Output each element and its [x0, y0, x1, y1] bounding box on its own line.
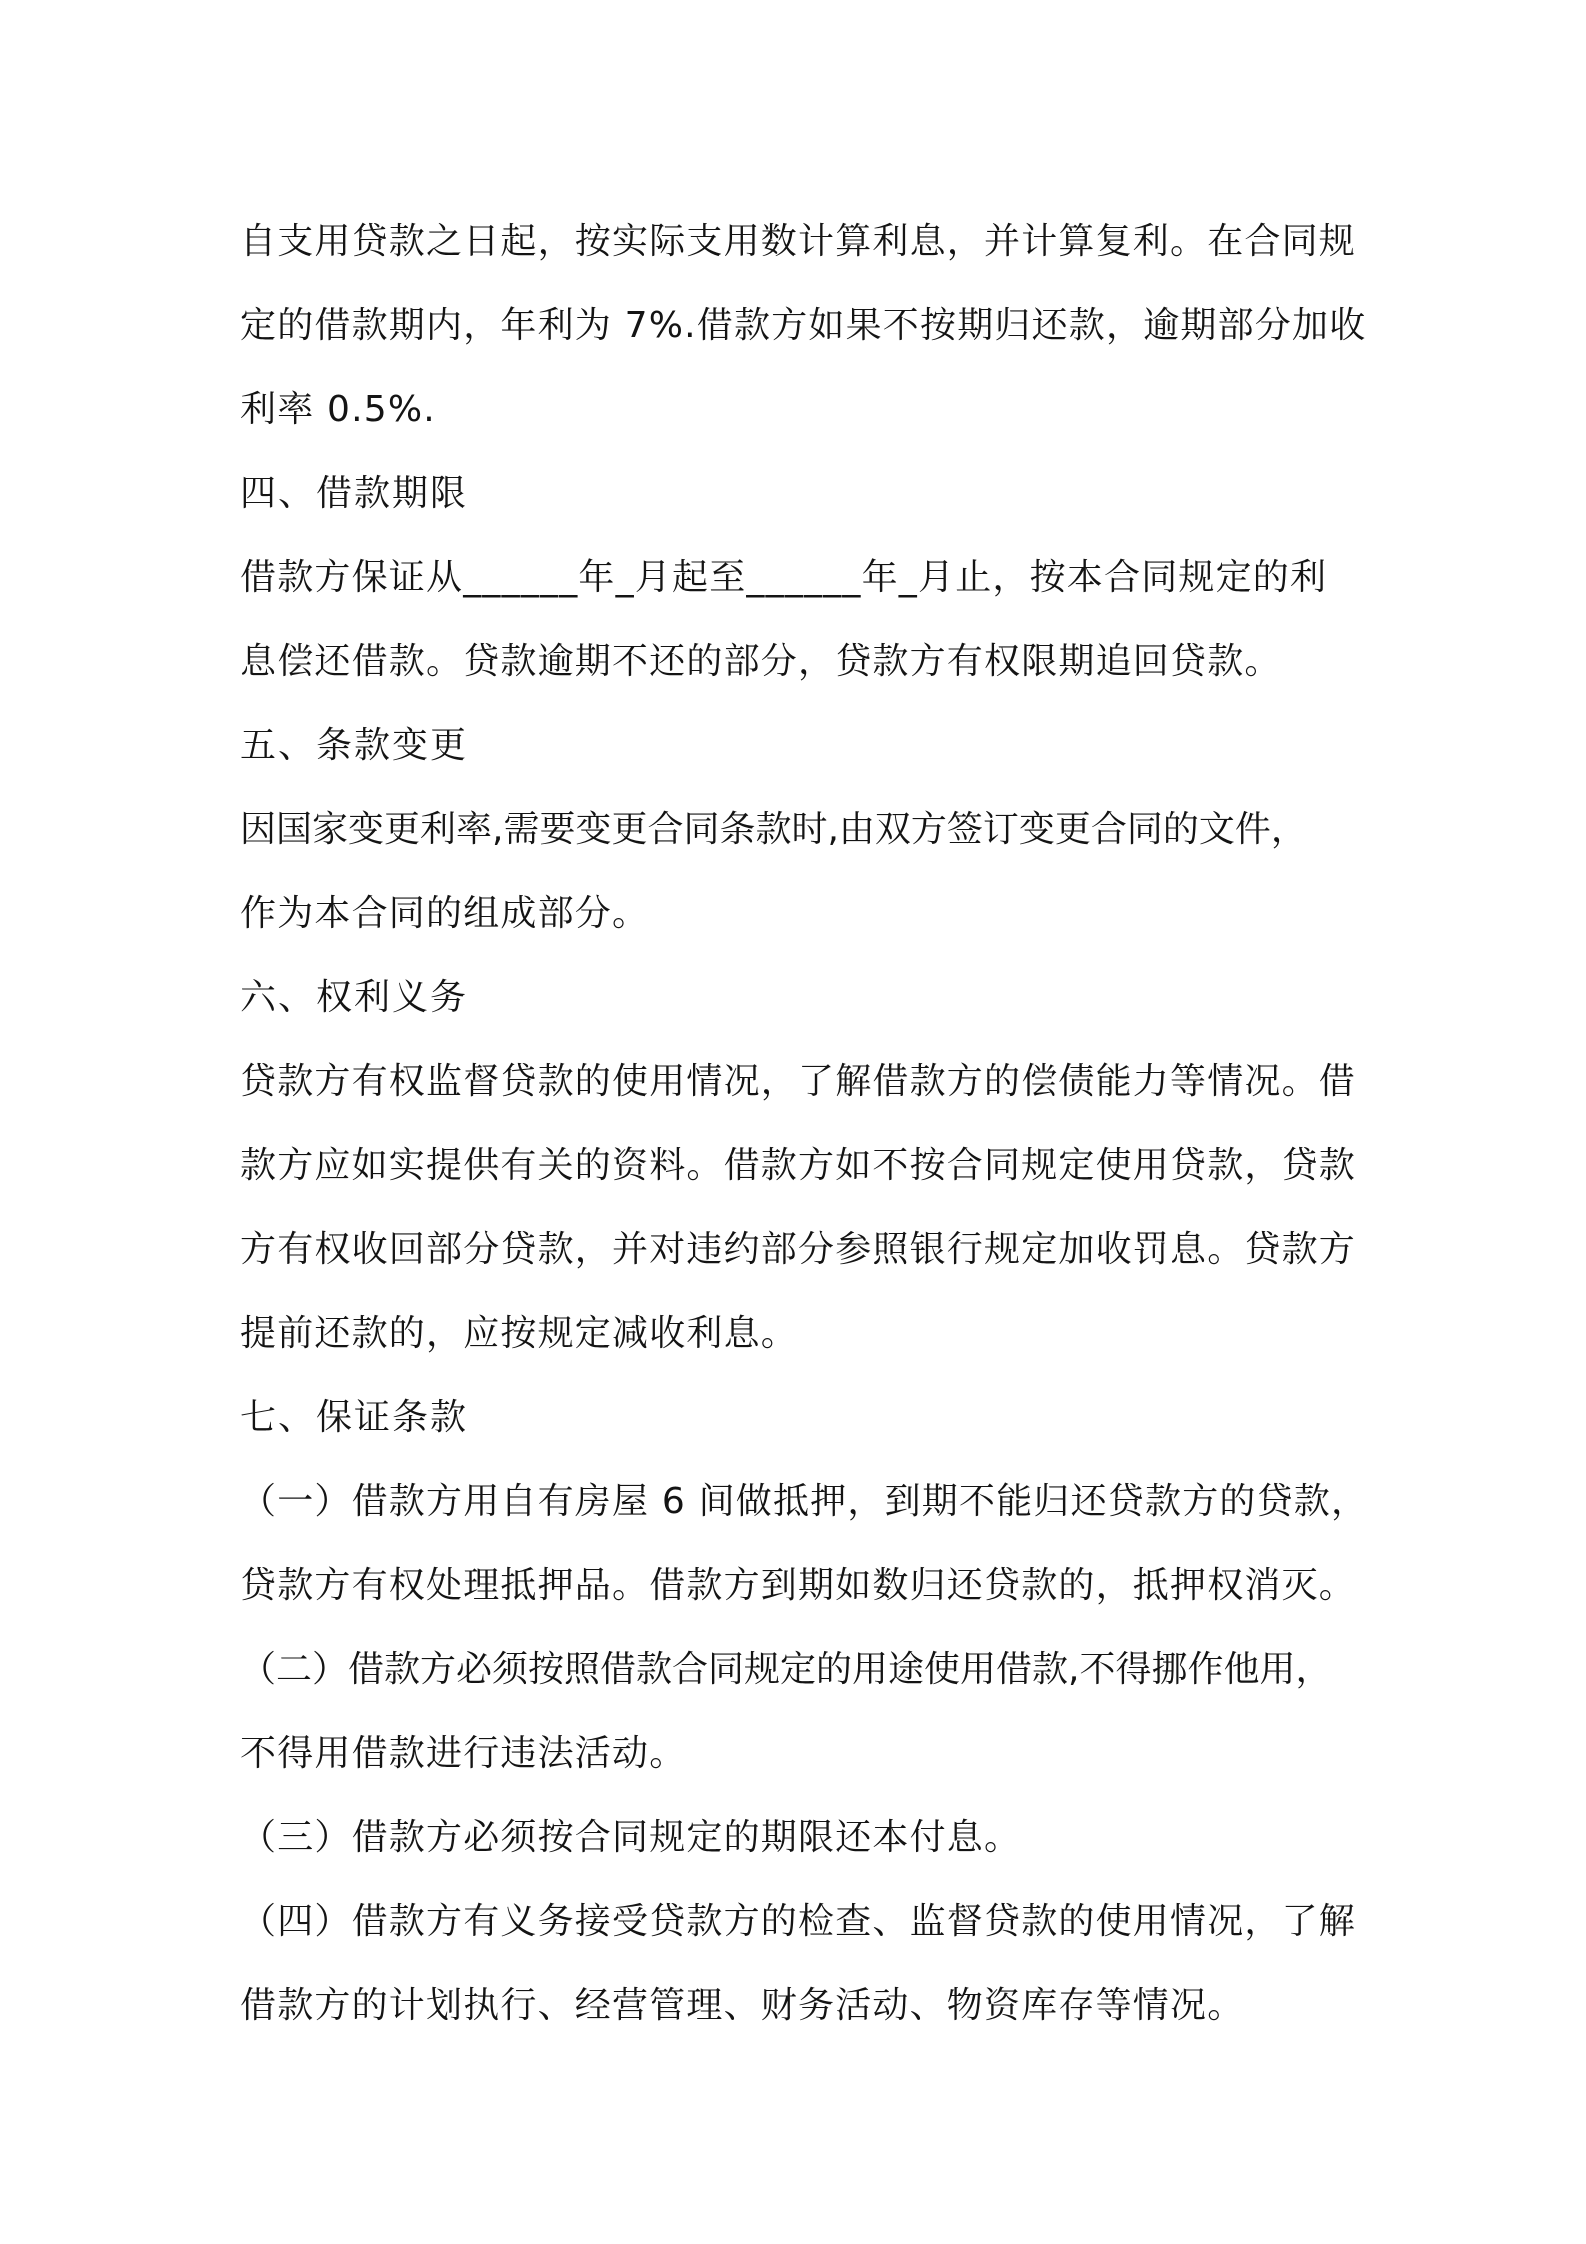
p6-line-1: 贷款方有权监督贷款的使用情况，了解借款方的偿债能力等情况。借	[240, 1061, 1357, 1102]
p7-item-1-line-2: 贷款方有权处理抵押品。借款方到期如数归还贷款的，抵押权消灭。	[240, 1565, 1357, 1606]
section-4-heading: 四、借款期限	[240, 473, 469, 514]
p7-item-4-line-1: （四）借款方有义务接受贷款方的检查、监督贷款的使用情况，了解	[240, 1901, 1357, 1942]
section-6-heading: 六、权利义务	[240, 977, 469, 1018]
p6-line-4: 提前还款的，应按规定减收利息。	[240, 1313, 799, 1354]
section-7-heading: 七、保证条款	[240, 1397, 469, 1438]
p4-line-1: 借款方保证从______年_月起至______年_月止，按本合同规定的利	[240, 557, 1328, 598]
p6-line-2: 款方应如实提供有关的资料。借款方如不按合同规定使用贷款，贷款	[240, 1145, 1357, 1186]
p7-item-1-line-1: （一）借款方用自有房屋 6 间做抵押，到期不能归还贷款方的贷款，	[240, 1481, 1369, 1522]
p4-line-2: 息偿还借款。贷款逾期不还的部分，贷款方有权限期追回贷款。	[240, 641, 1282, 682]
p7-item-4-line-2: 借款方的计划执行、经营管理、财务活动、物资库存等情况。	[240, 1985, 1245, 2026]
p3-line-1: 自支用贷款之日起，按实际支用数计算利息，并计算复利。在合同规	[240, 221, 1357, 262]
p7-item-2-line-2: 不得用借款进行违法活动。	[240, 1733, 687, 1774]
p5-line-2: 作为本合同的组成部分。	[240, 893, 650, 934]
p5-line-1: 因国家变更利率,需要变更合同条款时,由双方签订变更合同的文件，	[240, 809, 1307, 850]
p6-line-3: 方有权收回部分贷款，并对违约部分参照银行规定加收罚息。贷款方	[240, 1229, 1357, 1270]
p7-item-2-line-1: （二）借款方必须按照借款合同规定的用途使用借款,不得挪作他用，	[240, 1649, 1332, 1690]
document-page	[240, 200, 1369, 2048]
section-5-heading: 五、条款变更	[240, 725, 469, 766]
p3-line-3: 利率 0.5%.	[240, 389, 436, 430]
p7-item-3-line-1: （三）借款方必须按合同规定的期限还本付息。	[240, 1817, 1022, 1858]
p3-line-2: 定的借款期内，年利为 7%.借款方如果不按期归还款，逾期部分加收	[240, 305, 1367, 346]
